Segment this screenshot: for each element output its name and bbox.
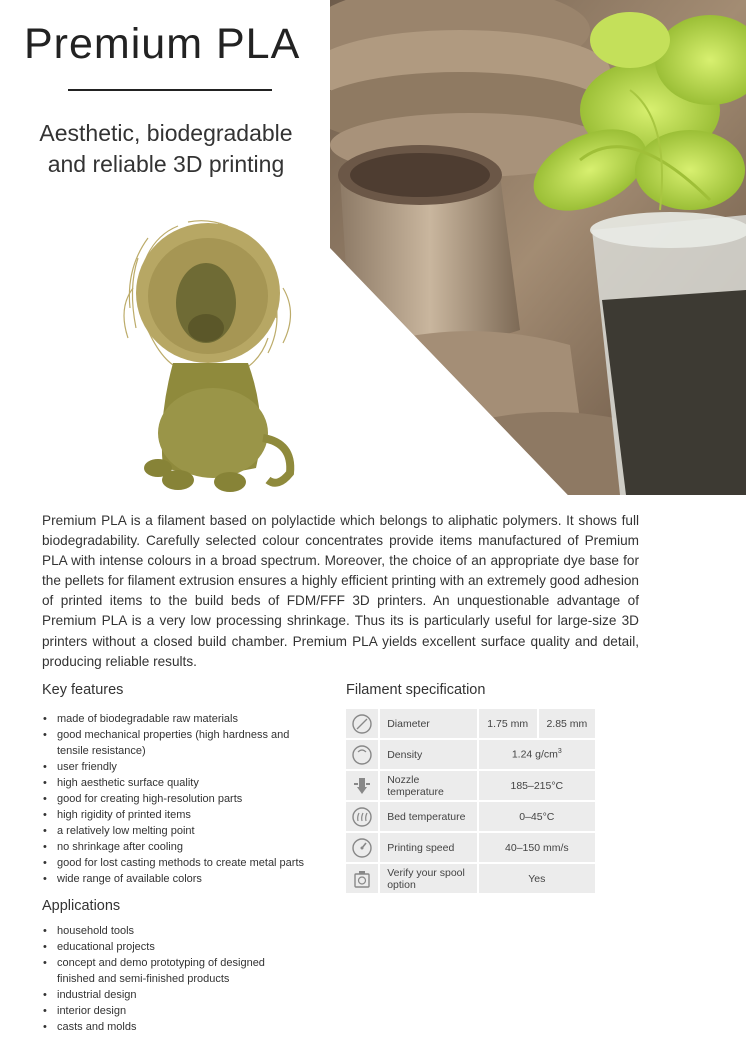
- spec-value: 2.85 mm: [539, 709, 595, 740]
- spec-label: Bed temperature: [380, 802, 478, 833]
- spec-value: 40–150 mm/s: [479, 833, 595, 864]
- list-item: • concept and demo prototyping of designed finished and semi-finished products: [42, 955, 292, 987]
- spec-label: Verify your spool option: [380, 864, 478, 895]
- page-title: Premium PLA: [24, 20, 301, 68]
- list-item: • high rigidity of printed items: [42, 807, 322, 823]
- printing-speed-icon: [346, 833, 380, 864]
- key-features-list: [42, 711, 322, 887]
- diameter-icon: [346, 709, 380, 740]
- table-row: [346, 771, 595, 802]
- density-value: 1.24 g/cm: [511, 748, 558, 761]
- hero-photo: [330, 0, 746, 495]
- table-row: [346, 864, 595, 895]
- spec-label: Nozzle temperature: [380, 771, 478, 802]
- list-item: • made of biodegradable raw materials: [42, 711, 322, 727]
- spec-heading: Filament specification: [346, 682, 486, 698]
- table-row: [346, 833, 595, 864]
- spec-value: 185–215°C: [479, 771, 595, 802]
- density-icon: [346, 740, 380, 771]
- page-subtitle: [16, 118, 316, 180]
- list-item: • good mechanical properties (high hardness and tensile resistance): [42, 727, 322, 759]
- applications-heading: Applications: [42, 898, 121, 914]
- title-underline: [68, 89, 272, 91]
- list-item: • wide range of available colors: [42, 871, 322, 887]
- key-features-heading: Key features: [42, 682, 124, 698]
- table-row: [346, 740, 595, 771]
- list-item: • user friendly: [42, 759, 322, 775]
- applications-list: [42, 923, 292, 1035]
- bed-temperature-icon: [346, 802, 380, 833]
- spec-label: Printing speed: [380, 833, 478, 864]
- spec-value: 1.75 mm: [479, 709, 539, 740]
- intro-paragraph: Premium PLA is a filament based on polylactide which belongs to aliphatic polymers. It shows full biodegradability. Carefully selected colour concentrates provide items manufactured of Premium PLA with intense colours in a broad spectrum. Moreover, the choice of an appropriate dye base for the pellets for filament extrusion ensures a highly efficient printing with an extremely good adhesion of printed items to the build beds of FDM/FFF 3D printers. An unquestionable advantage of Premium PLA is a very low processing shrinkage. Thus its is particularly useful for large-size 3D printers without a closed build chamber. Premium PLA yields excellent surface quality and detail, producing reliable results.: [42, 513, 639, 669]
- subtitle-line-2: and reliable 3D printing: [47, 151, 285, 177]
- subtitle-line-1: Aesthetic, biodegradable: [39, 120, 293, 146]
- list-item: • industrial design: [42, 987, 292, 1003]
- list-item: • educational projects: [42, 939, 292, 955]
- list-item: • household tools: [42, 923, 292, 939]
- list-item: • casts and molds: [42, 1019, 292, 1035]
- list-item: • good for creating high-resolution parts: [42, 791, 322, 807]
- nozzle-icon: [346, 771, 380, 802]
- list-item: • interior design: [42, 1003, 292, 1019]
- list-item: • high aesthetic surface quality: [42, 775, 322, 791]
- spec-value: [479, 740, 595, 771]
- spec-table: [346, 709, 595, 895]
- list-item: • no shrinkage after cooling: [42, 839, 322, 855]
- spool-scale-icon: [346, 864, 380, 895]
- lion-print-image: [118, 218, 298, 506]
- spec-label: Density: [380, 740, 478, 771]
- density-unit-exponent: 3: [557, 748, 562, 756]
- list-item: • a relatively low melting point: [42, 823, 322, 839]
- spec-value: 0–45°C: [479, 802, 595, 833]
- spec-label: Diameter: [380, 709, 478, 740]
- list-item: • good for lost casting methods to create metal parts: [42, 855, 322, 871]
- spec-value: Yes: [479, 864, 595, 895]
- table-row: [346, 709, 595, 740]
- table-row: [346, 802, 595, 833]
